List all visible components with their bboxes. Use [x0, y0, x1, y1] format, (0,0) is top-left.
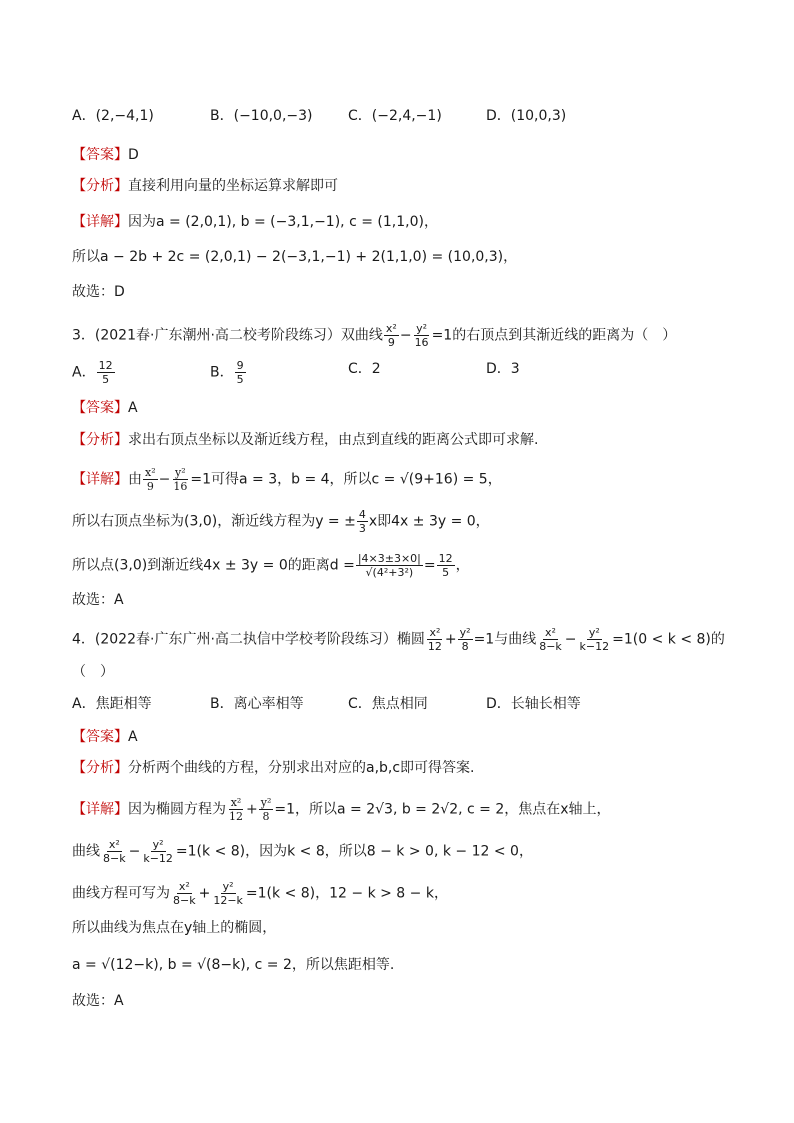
frac-num: y²	[459, 626, 471, 639]
q2-option-a: A．(2,−4,1)	[72, 108, 154, 124]
q3-option-d: D．3	[486, 361, 520, 377]
frac-num: x²	[145, 466, 156, 479]
q4-answer	[72, 727, 754, 747]
detail-text: =1(k < 8)，12 − k > 8 − k，	[245, 885, 448, 902]
q3-option-b	[210, 359, 348, 386]
q2-option-d: D．(10,0,3)	[486, 108, 567, 124]
frac-den: 8−k	[539, 640, 562, 653]
detail-tag: 【详解】	[72, 471, 128, 488]
q4-stem-mid: =1与曲线	[473, 631, 537, 648]
q4-detail-3: 曲线方程可写为 $\frac{\text{x²}}{8-k}$ + $\frac{\text{y²}}{12-k}$ =1(k < 8)，12 − k > 8 − k，	[72, 880, 448, 907]
frac-num: x²	[230, 796, 242, 809]
fraction	[537, 626, 564, 653]
fraction	[426, 626, 444, 653]
q4-choose: 故选：A	[72, 993, 124, 1009]
frac-den: 3	[358, 522, 366, 535]
q3-choose: 故选：A	[72, 592, 124, 608]
analysis-tag: 【分析】	[72, 432, 128, 448]
option-label: B．	[210, 364, 234, 381]
frac-num: 4	[358, 508, 366, 521]
q4-paren: （ ）	[72, 664, 114, 680]
fraction	[97, 359, 115, 386]
frac-num: y²	[416, 322, 428, 335]
frac-den: 5	[236, 373, 244, 386]
q3-detail-2	[72, 508, 754, 535]
q4-detail-2: 曲线 $\frac{\text{x²}}{8-k}$ − $\frac{\text{y²}}{k-12}$ =1(k < 8)，因为k < 8，所以8 − k > 0, k − 12 < 0，	[72, 838, 533, 865]
q2-option-c: C．(−2,4,−1)	[348, 108, 442, 124]
fraction	[171, 880, 198, 907]
frac-num: x²	[385, 322, 397, 335]
frac-num: y²	[260, 796, 272, 809]
q2-option-b: B．(−10,0,−3)	[210, 108, 313, 124]
detail-text: =1可得a = 3，b = 4，所以c = √(9+16) = 5，	[190, 471, 502, 488]
detail-text: 曲线	[72, 843, 100, 860]
frac-den: 8	[262, 810, 270, 823]
detail-tag: 【详解】	[72, 214, 128, 230]
frac-den: 8−k	[103, 852, 126, 865]
fraction	[259, 796, 274, 823]
frac-den: k−12	[143, 852, 173, 865]
q3-answer	[72, 398, 754, 418]
fraction	[141, 838, 175, 865]
q3-stem-post: 的右顶点到其渐近线的距离为（ ）	[452, 327, 677, 344]
q4-analysis	[72, 758, 754, 778]
fraction	[413, 322, 431, 349]
detail-text: ，	[455, 557, 470, 574]
detail-text: =1(k < 8)，因为k < 8，所以8 − k > 0, k − 12 < 0，	[175, 843, 533, 860]
q3-analysis	[72, 430, 754, 450]
answer-tag: 【答案】	[72, 147, 128, 163]
q2-detail-2: 所以a − 2b + 2c = (2,0,1) − 2(−3,1,−1) + 2(1,1,0) = (10,0,3)，	[72, 249, 518, 265]
q4-option-a: A．焦距相等	[72, 696, 152, 712]
frac-num: 12	[98, 359, 113, 372]
frac-num: x²	[178, 880, 190, 893]
detail-text: 因为椭圆方程为	[128, 801, 226, 818]
frac-num: y²	[152, 838, 164, 851]
eq-one: =1	[431, 327, 453, 344]
frac-den: 8−k	[173, 894, 196, 907]
frac-num: y²	[175, 466, 186, 479]
q3-option-c: C．2	[348, 361, 381, 377]
answer-value: A	[128, 729, 138, 745]
fraction	[356, 552, 423, 579]
answer-tag: 【答案】	[72, 729, 128, 745]
q4-detail-5: a = √(12−k), b = √(8−k), c = 2，所以焦距相等.	[72, 957, 395, 973]
q3-detail-3	[72, 552, 754, 579]
frac-den: 16	[173, 480, 188, 493]
analysis-text: 直接利用向量的坐标运算求解即可	[128, 178, 338, 194]
q3-option-a	[72, 359, 210, 386]
detail-text: x即4x ± 3y = 0，	[368, 513, 490, 530]
q4-options	[72, 694, 754, 714]
analysis-tag: 【分析】	[72, 760, 128, 776]
detail-tag: 【详解】	[72, 801, 128, 818]
detail-text: 所以右顶点坐标为(3,0)，渐近线方程为y = ±	[72, 513, 356, 530]
fraction	[357, 508, 368, 535]
q3-stem: 3．(2021春·广东潮州·高二校考阶段练习）双曲线 $\frac{\text{x²}}{9}$ − $\frac{\text{y²}}{16}$ =1的右顶点到其渐近线的距离为（ ）	[72, 322, 677, 349]
q4-option-c: C．焦点相同	[348, 696, 428, 712]
q2-analysis	[72, 176, 754, 196]
q4-option-b: B．离心率相等	[210, 696, 304, 712]
frac-num: x²	[429, 626, 441, 639]
detail-text: 曲线方程可写为	[72, 885, 170, 902]
frac-num: x²	[108, 838, 120, 851]
fraction	[227, 796, 245, 823]
q4-stem: 4．(2022春·广东广州·高二执信中学校考阶段练习）椭圆 $\frac{\text{x²}}{12}$ + $\frac{\text{y²}}{8}$ =1与曲线 $\frac{\text{x²}}{8-k}$ − $\frac{\text{y²}}{k-12}$ =1(0 < k < 8)的	[72, 626, 725, 653]
frac-num: |4×3±3×0|	[357, 552, 421, 565]
equals: =	[423, 557, 436, 574]
q4-stem-pre: 4．(2022春·广东广州·高二执信中学校考阶段练习）椭圆	[72, 631, 425, 648]
fraction	[235, 359, 246, 386]
frac-den: 12	[229, 810, 243, 823]
frac-den: 12−k	[213, 894, 243, 907]
frac-num: x²	[545, 626, 556, 639]
answer-value: D	[128, 147, 139, 163]
frac-den: √(4²+3²)	[365, 566, 414, 579]
analysis-text: 求出右顶点坐标以及渐近线方程，由点到直线的距离公式即可求解.	[128, 432, 539, 448]
frac-den: 16	[414, 336, 429, 349]
q2-options	[72, 106, 754, 126]
frac-den: 9	[146, 480, 154, 493]
q4-stem-post: =1(0 < k < 8)的	[612, 631, 725, 648]
fraction	[211, 880, 245, 907]
q3-options	[72, 359, 754, 386]
fraction	[578, 626, 612, 653]
q4-detail-1: 【详解】因为椭圆方程为 $\frac{\text{x²}}{12}$ + $\frac{\text{y²}}{8}$ =1，所以a = 2√3, b = 2√2, c = 2，焦点在x轴上，	[72, 796, 611, 823]
frac-num: 9	[236, 359, 244, 372]
answer-value: A	[128, 400, 138, 416]
frac-den: k−12	[579, 640, 610, 653]
q3-detail-1: 【详解】由 $\frac{\text{x²}}{9}$ − $\frac{\text{y²}}{16}$ =1可得a = 3，b = 4，所以c = √(9+16) = 5，	[72, 466, 502, 493]
fraction	[171, 466, 189, 493]
fraction	[384, 322, 399, 349]
answer-tag: 【答案】	[72, 400, 128, 416]
fraction	[143, 466, 158, 493]
frac-den: 9	[387, 336, 395, 349]
frac-den: 8	[461, 640, 469, 653]
fraction	[437, 552, 455, 579]
option-label: A．	[72, 364, 96, 381]
detail-text: =1，所以a = 2√3, b = 2√2, c = 2，焦点在x轴上，	[274, 801, 611, 818]
frac-num: y²	[588, 626, 600, 639]
fraction	[458, 626, 473, 653]
frac-num: 12	[438, 552, 453, 565]
detail-text: 因为a = (2,0,1), b = (−3,1,−1), c = (1,1,0)，	[128, 214, 438, 230]
analysis-tag: 【分析】	[72, 178, 128, 194]
fraction	[101, 838, 128, 865]
frac-den: 5	[102, 373, 110, 386]
q2-answer	[72, 145, 754, 165]
detail-text: 所以点(3,0)到渐近线4x ± 3y = 0的距离d =	[72, 557, 355, 574]
q2-detail-1	[72, 212, 754, 232]
analysis-text: 分析两个曲线的方程，分别求出对应的a,b,c即可得答案.	[128, 760, 475, 776]
frac-num: y²	[222, 880, 234, 893]
q4-detail-4: 所以曲线为焦点在y轴上的椭圆，	[72, 920, 277, 936]
q4-option-d: D．长轴长相等	[486, 696, 581, 712]
q2-choose: 故选：D	[72, 284, 125, 300]
detail-text: 由	[128, 471, 142, 488]
frac-den: 12	[427, 640, 442, 653]
q3-stem-pre: 3．(2021春·广东潮州·高二校考阶段练习）双曲线	[72, 327, 383, 344]
frac-den: 5	[442, 566, 450, 579]
